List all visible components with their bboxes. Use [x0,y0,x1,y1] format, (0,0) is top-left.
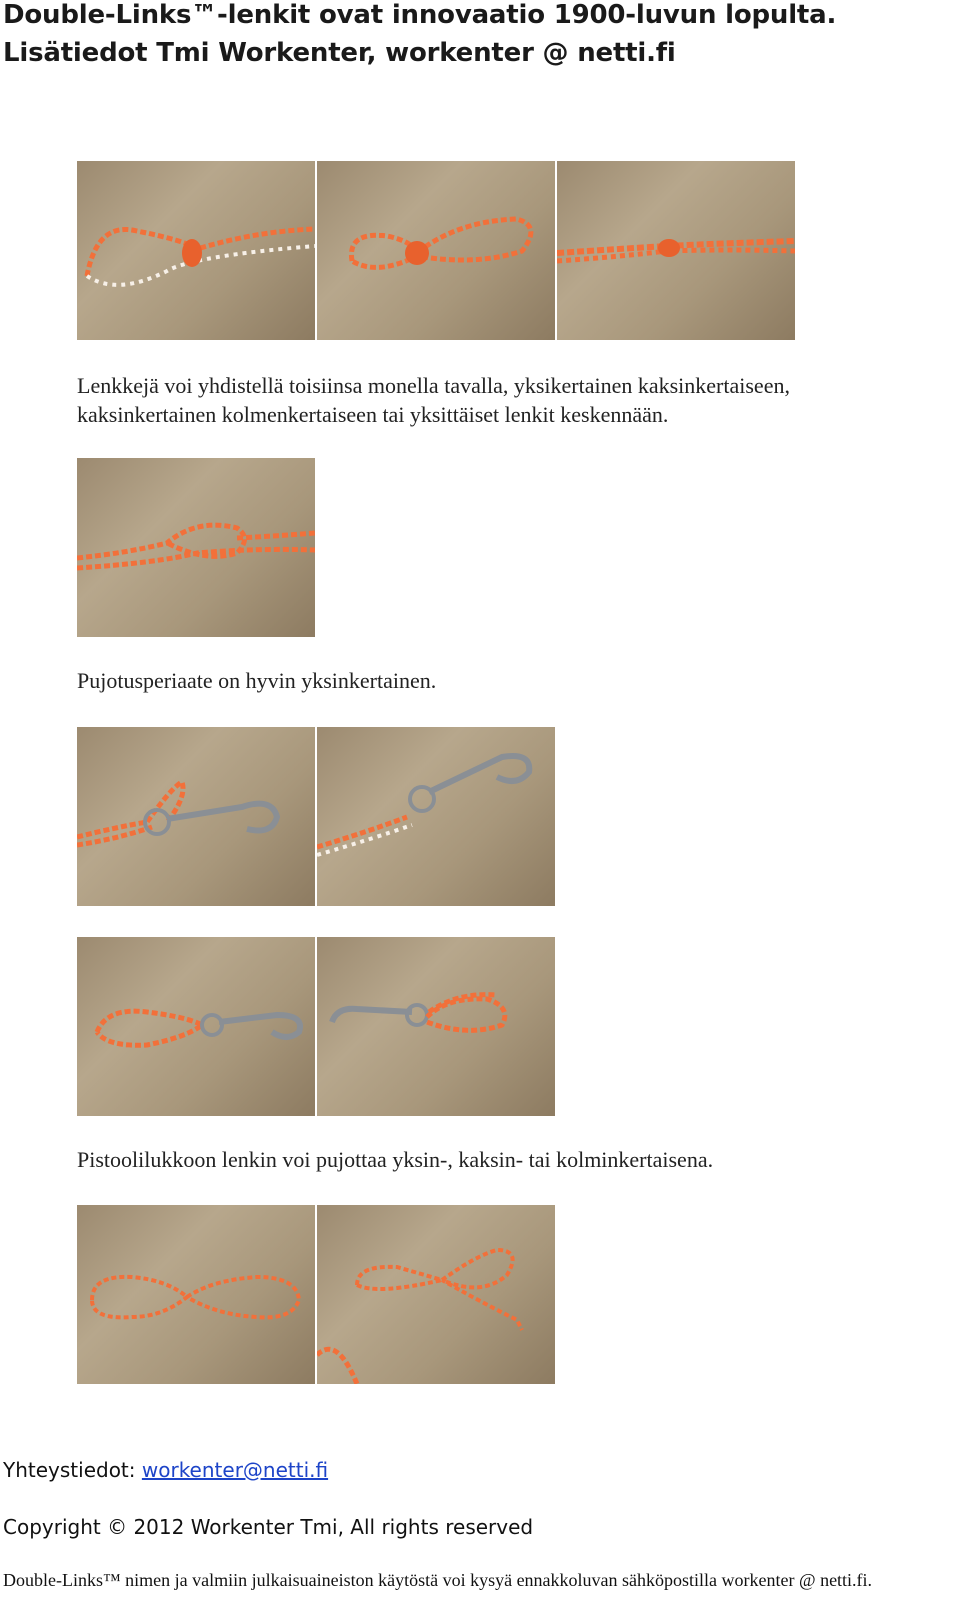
copyright-line: Copyright © 2012 Workenter Tmi, All rights reserved [3,1515,534,1539]
photo-snap-hook-3 [77,937,315,1116]
photo-open-loops [317,1205,555,1384]
photo-threading-principle [77,458,315,637]
photo-snap-hook-2 [317,727,555,906]
photo-figure-eight-loop [77,1205,315,1384]
photo-double-loop-knot [77,161,315,340]
photo-snap-hook-4 [317,937,555,1116]
paragraph-3: Pistoolilukkoon lenkin voi pujottaa yksin-, kaksin- tai kolminkertaisena. [77,1147,714,1172]
photo-snap-hook-1 [77,727,315,906]
paragraph-1-line-1: Lenkkejä voi yhdistellä toisiinsa monella tavalla, yksikertainen kaksinkertaiseen, [77,373,790,398]
contact-label: Yhteystiedot: [3,1458,142,1482]
contact-email-link[interactable]: workenter@netti.fi [141,1458,329,1482]
paragraph-2: Pujotusperiaate on hyvin yksinkertainen. [77,668,437,693]
paragraph-1-line-2: kaksinkertainen kolmenkertaiseen tai yksittäiset lenkit keskennään. [77,402,669,427]
contact-line [3,1458,328,1482]
photo-straight-links [557,161,795,340]
photo-loop-join [317,161,555,340]
usage-notice: Double-Links™ nimen ja valmiin julkaisuaineiston käytöstä voi kysyä ennakkoluvan sähköpostilla workenter @ netti.fi. [3,1570,873,1590]
heading-line-2: Lisätiedot Tmi Workenter, workenter @ netti.fi [3,38,676,68]
heading-line-1: Double-Links™-lenkit ovat innovaatio 1900-luvun lopulta. [3,0,837,30]
